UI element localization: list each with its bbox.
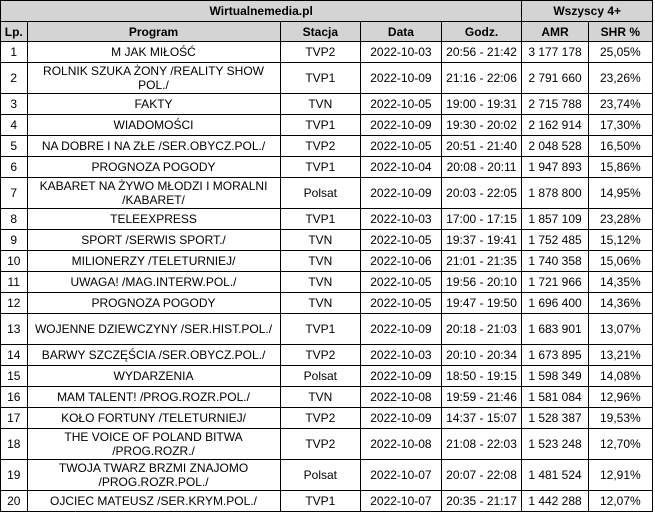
cell-shr: 12,70% (588, 429, 652, 460)
cell-program: WOJENNE DZIEWCZYNY /SER.HIST.POL./ (27, 314, 280, 345)
cell-lp: 10 (1, 251, 28, 272)
cell-amr: 1 581 084 (522, 387, 588, 408)
cell-godz: 20:07 - 22:08 (441, 460, 522, 491)
cell-shr: 12,07% (588, 491, 652, 512)
cell-lp: 15 (1, 366, 28, 387)
cell-lp: 6 (1, 157, 28, 178)
table-row (1, 293, 653, 314)
cell-amr: 1 673 895 (522, 345, 588, 366)
cell-data: 2022-10-09 (361, 408, 442, 429)
cell-lp: 8 (1, 209, 28, 230)
cell-data: 2022-10-03 (361, 209, 442, 230)
cell-stacja: TVP1 (280, 314, 361, 345)
cell-godz: 20:03 - 22:05 (441, 178, 522, 209)
table-row (1, 230, 653, 251)
cell-godz: 20:51 - 21:40 (441, 136, 522, 157)
cell-data: 2022-10-05 (361, 272, 442, 293)
cell-data: 2022-10-05 (361, 94, 442, 115)
cell-program: BARWY SZCZĘŚCIA /SER.OBYCZ.POL./ (27, 345, 280, 366)
table-row (1, 366, 653, 387)
cell-amr: 1 752 485 (522, 230, 588, 251)
cell-shr: 12,91% (588, 460, 652, 491)
table-row (1, 94, 653, 115)
cell-data: 2022-10-09 (361, 115, 442, 136)
cell-amr: 1 878 800 (522, 178, 588, 209)
cell-lp: 17 (1, 408, 28, 429)
cell-stacja: TVN (280, 272, 361, 293)
table-row (1, 314, 653, 345)
cell-program: M JAK MIŁOŚĆ (27, 42, 280, 63)
cell-shr: 23,26% (588, 63, 652, 94)
cell-lp: 9 (1, 230, 28, 251)
cell-amr: 2 048 528 (522, 136, 588, 157)
cell-amr: 1 721 966 (522, 272, 588, 293)
cell-godz: 20:10 - 20:34 (441, 345, 522, 366)
cell-godz: 19:00 - 19:31 (441, 94, 522, 115)
cell-lp: 11 (1, 272, 28, 293)
cell-stacja: TVP1 (280, 491, 361, 512)
cell-shr: 15,06% (588, 251, 652, 272)
cell-data: 2022-10-05 (361, 293, 442, 314)
cell-godz: 21:08 - 22:03 (441, 429, 522, 460)
table-row (1, 345, 653, 366)
cell-lp: 5 (1, 136, 28, 157)
column-header-program: Program (27, 22, 280, 42)
table-row (1, 460, 653, 491)
column-header-shr: SHR % (588, 22, 652, 42)
cell-program: ROLNIK SZUKA ŻONY /REALITY SHOW POL./ (27, 63, 280, 94)
cell-shr: 25,05% (588, 42, 652, 63)
cell-shr: 16,50% (588, 136, 652, 157)
cell-amr: 1 947 893 (522, 157, 588, 178)
table-row (1, 157, 653, 178)
cell-shr: 14,36% (588, 293, 652, 314)
cell-godz: 19:59 - 21:46 (441, 387, 522, 408)
cell-program: WIADOMOŚCI (27, 115, 280, 136)
column-header-stacja: Stacja (280, 22, 361, 42)
cell-data: 2022-10-04 (361, 157, 442, 178)
cell-data: 2022-10-05 (361, 136, 442, 157)
cell-program: KABARET NA ŻYWO MŁODZI I MORALNI /KABARET/ (27, 178, 280, 209)
table-row (1, 429, 653, 460)
cell-lp: 13 (1, 314, 28, 345)
table-row (1, 491, 653, 512)
cell-godz: 20:56 - 21:42 (441, 42, 522, 63)
cell-amr: 3 177 178 (522, 42, 588, 63)
cell-stacja: TVP2 (280, 42, 361, 63)
cell-data: 2022-10-08 (361, 429, 442, 460)
cell-program: UWAGA! /MAG.INTERW.POL./ (27, 272, 280, 293)
cell-program: TELEEXPRESS (27, 209, 280, 230)
cell-stacja: TVP1 (280, 157, 361, 178)
cell-shr: 14,08% (588, 366, 652, 387)
cell-godz: 20:08 - 20:11 (441, 157, 522, 178)
cell-stacja: TVP1 (280, 115, 361, 136)
table-row (1, 42, 653, 63)
cell-data: 2022-10-09 (361, 63, 442, 94)
cell-program: SPORT /SERWIS SPORT./ (27, 230, 280, 251)
cell-shr: 14,35% (588, 272, 652, 293)
cell-program: WYDARZENIA (27, 366, 280, 387)
cell-stacja: TVN (280, 387, 361, 408)
cell-godz: 19:56 - 20:10 (441, 272, 522, 293)
cell-program: MAM TALENT! /PROG.ROZR.POL./ (27, 387, 280, 408)
cell-stacja: Polsat (280, 366, 361, 387)
cell-data: 2022-10-06 (361, 251, 442, 272)
cell-godz: 19:37 - 19:41 (441, 230, 522, 251)
cell-godz: 18:50 - 19:15 (441, 366, 522, 387)
cell-stacja: TVP2 (280, 429, 361, 460)
cell-stacja: TVN (280, 94, 361, 115)
cell-lp: 7 (1, 178, 28, 209)
table-row (1, 136, 653, 157)
cell-stacja: TVP1 (280, 209, 361, 230)
cell-amr: 2 715 788 (522, 94, 588, 115)
cell-shr: 12,96% (588, 387, 652, 408)
cell-shr: 14,95% (588, 178, 652, 209)
cell-lp: 2 (1, 63, 28, 94)
column-header-lp: Lp. (1, 22, 28, 42)
cell-program: KOŁO FORTUNY /TELETURNIEJ/ (27, 408, 280, 429)
cell-program: THE VOICE OF POLAND BITWA /PROG.ROZR./ (27, 429, 280, 460)
cell-data: 2022-10-03 (361, 42, 442, 63)
cell-stacja: TVP2 (280, 408, 361, 429)
cell-program: NA DOBRE I NA ZŁE /SER.OBYCZ.POL./ (27, 136, 280, 157)
cell-stacja: Polsat (280, 460, 361, 491)
cell-amr: 1 857 109 (522, 209, 588, 230)
cell-shr: 13,07% (588, 314, 652, 345)
cell-lp: 14 (1, 345, 28, 366)
cell-godz: 19:30 - 20:02 (441, 115, 522, 136)
table-row (1, 272, 653, 293)
cell-lp: 16 (1, 387, 28, 408)
cell-program: PROGNOZA POGODY (27, 293, 280, 314)
cell-data: 2022-10-09 (361, 178, 442, 209)
cell-data: 2022-10-07 (361, 491, 442, 512)
column-header-godz: Godz. (441, 22, 522, 42)
cell-data: 2022-10-09 (361, 366, 442, 387)
table-row (1, 209, 653, 230)
cell-lp: 18 (1, 429, 28, 460)
cell-amr: 1 442 288 (522, 491, 588, 512)
cell-shr: 19,53% (588, 408, 652, 429)
table-row (1, 115, 653, 136)
cell-godz: 20:18 - 21:03 (441, 314, 522, 345)
cell-data: 2022-10-03 (361, 345, 442, 366)
cell-lp: 3 (1, 94, 28, 115)
cell-shr: 15,12% (588, 230, 652, 251)
cell-stacja: TVP2 (280, 136, 361, 157)
audience-group-header: Wszyscy 4+ (522, 1, 653, 22)
cell-amr: 1 696 400 (522, 293, 588, 314)
cell-shr: 17,30% (588, 115, 652, 136)
cell-godz: 20:35 - 21:17 (441, 491, 522, 512)
cell-program: TWOJA TWARZ BRZMI ZNAJOMO /PROG.ROZR.POL./ (27, 460, 280, 491)
cell-shr: 15,86% (588, 157, 652, 178)
cell-stacja: TVP1 (280, 63, 361, 94)
source-header: Wirtualnemedia.pl (1, 1, 522, 22)
cell-data: 2022-10-09 (361, 314, 442, 345)
table-row (1, 178, 653, 209)
cell-shr: 23,74% (588, 94, 652, 115)
cell-program: OJCIEC MATEUSZ /SER.KRYM.POL./ (27, 491, 280, 512)
cell-stacja: TVP2 (280, 345, 361, 366)
cell-lp: 4 (1, 115, 28, 136)
cell-lp: 12 (1, 293, 28, 314)
cell-amr: 1 740 358 (522, 251, 588, 272)
table-row (1, 408, 653, 429)
cell-shr: 13,21% (588, 345, 652, 366)
column-header-data: Data (361, 22, 442, 42)
cell-program: FAKTY (27, 94, 280, 115)
cell-data: 2022-10-05 (361, 230, 442, 251)
cell-amr: 1 481 524 (522, 460, 588, 491)
cell-amr: 1 598 349 (522, 366, 588, 387)
header-row-top (1, 1, 653, 22)
cell-lp: 20 (1, 491, 28, 512)
cell-program: PROGNOZA POGODY (27, 157, 280, 178)
table-row (1, 387, 653, 408)
cell-data: 2022-10-08 (361, 387, 442, 408)
cell-amr: 1 683 901 (522, 314, 588, 345)
cell-lp: 19 (1, 460, 28, 491)
cell-lp: 1 (1, 42, 28, 63)
cell-amr: 1 528 387 (522, 408, 588, 429)
cell-stacja: TVN (280, 293, 361, 314)
cell-data: 2022-10-07 (361, 460, 442, 491)
cell-shr: 23,28% (588, 209, 652, 230)
table-row (1, 251, 653, 272)
cell-program: MILIONERZY /TELETURNIEJ/ (27, 251, 280, 272)
column-header-amr: AMR (522, 22, 588, 42)
table-row (1, 63, 653, 94)
cell-stacja: Polsat (280, 178, 361, 209)
cell-stacja: TVN (280, 230, 361, 251)
cell-amr: 2 791 660 (522, 63, 588, 94)
cell-godz: 21:16 - 22:06 (441, 63, 522, 94)
cell-amr: 2 162 914 (522, 115, 588, 136)
cell-godz: 14:37 - 15:07 (441, 408, 522, 429)
cell-stacja: TVN (280, 251, 361, 272)
cell-godz: 21:01 - 21:35 (441, 251, 522, 272)
header-row-columns (1, 22, 653, 42)
cell-godz: 19:47 - 19:50 (441, 293, 522, 314)
cell-godz: 17:00 - 17:15 (441, 209, 522, 230)
cell-amr: 1 523 248 (522, 429, 588, 460)
